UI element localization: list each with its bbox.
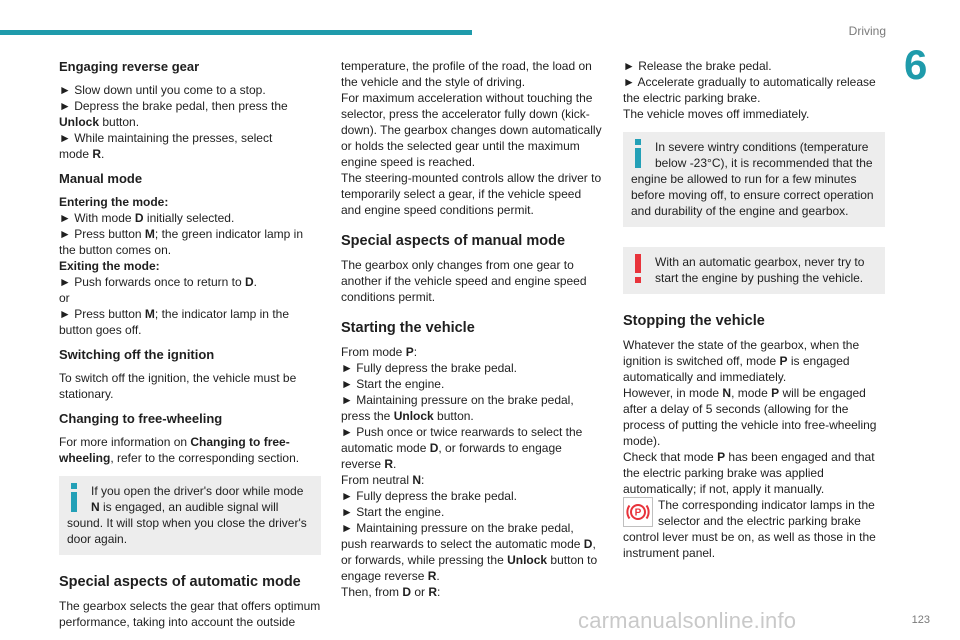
heading-ignition: Switching off the ignition — [59, 347, 215, 362]
page-number: 123 — [911, 614, 930, 626]
parking-brake-icon — [623, 497, 653, 527]
section-title: Driving — [848, 24, 886, 38]
paragraph: For more information on Changing to free-wheeling, refer to the corresponding section. — [59, 435, 300, 465]
column-2 — [341, 58, 603, 600]
paragraph: The steering-mounted controls allow the driver to temporarily select a gear, if the vehicle speed and engine speed conditions permit. — [341, 171, 602, 217]
step: ► While maintaining the presses, select mode R. — [59, 131, 273, 161]
heading-automatic-mode: Special aspects of automatic mode — [59, 574, 301, 590]
column-1 — [59, 58, 321, 630]
paragraph: The gearbox only changes from one gear to another if the vehicle speed and engine speed conditions permit. — [341, 258, 587, 304]
paragraph: temperature, the profile of the road, the load on the vehicle and the style of driving. — [341, 59, 592, 89]
paragraph: The gearbox selects the gear that offers optimum performance, taking into account the outside — [59, 599, 321, 629]
heading-reverse-gear: Engaging reverse gear — [59, 59, 200, 74]
svg-text:P: P — [634, 507, 642, 519]
or-text: or — [59, 291, 70, 305]
step: ► Press button M; the indicator lamp in the button goes off. — [59, 307, 289, 337]
paragraph: From neutral N: — [341, 473, 425, 487]
paragraph: From mode P: — [341, 345, 418, 359]
column-3 — [623, 58, 885, 561]
step: ► Maintaining pressure on the brake pedal, push rearwards to select the automatic mode D, or forwards, while pressing the Unlock button to engage reverse R. — [341, 521, 598, 583]
info-icon — [631, 139, 645, 169]
step: ► Start the engine. — [341, 377, 445, 391]
step: ► Slow down until you come to a stop. — [59, 83, 266, 97]
paragraph: Then, from D or R: — [341, 585, 441, 599]
step: ► Fully depress the brake pedal. — [341, 489, 517, 503]
step: ► Push forwards once to return to D. — [59, 275, 257, 289]
step: ► Release the brake pedal. — [623, 59, 772, 73]
heading-manual-mode: Manual mode — [59, 171, 143, 186]
step: ► With mode D initially selected. — [59, 211, 235, 225]
header-accent-bar — [0, 30, 472, 35]
paragraph-lamps: P The corresponding indicator lamps in the selector and the electric parking brake control lever must be on, as well as those in the instrument panel. — [623, 498, 876, 560]
heading-freewheel: Changing to free-wheeling — [59, 411, 223, 426]
step: ► Maintaining pressure on the brake pedal, press the Unlock button. — [341, 393, 574, 423]
step: ► Accelerate gradually to automatically release the electric parking brake. — [623, 75, 876, 105]
step: ► Press button M; the green indicator lamp in the button comes on. — [59, 227, 304, 257]
subheading-exiting: Exiting the mode: — [59, 259, 160, 273]
heading-starting: Starting the vehicle — [341, 320, 475, 336]
warning-icon — [631, 254, 645, 284]
paragraph: Whatever the state of the gearbox, when the ignition is switched off, mode P is engaged automatically and immediately. — [623, 338, 860, 384]
step: ► Start the engine. — [341, 505, 445, 519]
info-icon — [67, 483, 81, 513]
paragraph: To switch off the ignition, the vehicle must be stationary. — [59, 371, 297, 401]
step: ► Depress the brake pedal, then press the Unlock button. — [59, 99, 288, 129]
info-note-winter: In severe wintry conditions (temperature below -23°C), it is recommended that the engine be allowed to run for a few minutes before moving off, to ensure correct operation and durability of the engine and gearbox. — [623, 132, 885, 227]
step: ► Push once or twice rearwards to select the automatic mode D, or forwards to engage reverse R. — [341, 425, 583, 471]
chapter-number: 6 — [904, 41, 928, 88]
watermark: carmanualsonline.info — [578, 608, 797, 633]
step: ► Fully depress the brake pedal. — [341, 361, 517, 375]
paragraph: The vehicle moves off immediately. — [623, 107, 810, 121]
heading-manual-aspects: Special aspects of manual mode — [341, 233, 566, 249]
info-note: If you open the driver's door while mode N is engaged, an audible signal will sound. It will stop when you close the driver's door again. — [59, 476, 321, 555]
paragraph: However, in mode N, mode P will be engaged after a delay of 5 seconds (allowing for the process of putting the vehicle into free-wheeling mode). — [623, 386, 877, 448]
paragraph: For maximum acceleration without touching the selector, press the accelerator fully down (kick-down). The gearbox changes down automatically or holds the selected gear until the maximum engine speed is reached. — [341, 91, 602, 169]
heading-stopping: Stopping the vehicle — [623, 313, 765, 329]
paragraph: Check that mode P has been engaged and that the electric parking brake was applied automatically; if not, apply it manually. — [623, 450, 875, 496]
subheading-entering: Entering the mode: — [59, 195, 169, 209]
warning-note: With an automatic gearbox, never try to start the engine by pushing the vehicle. — [623, 247, 885, 294]
